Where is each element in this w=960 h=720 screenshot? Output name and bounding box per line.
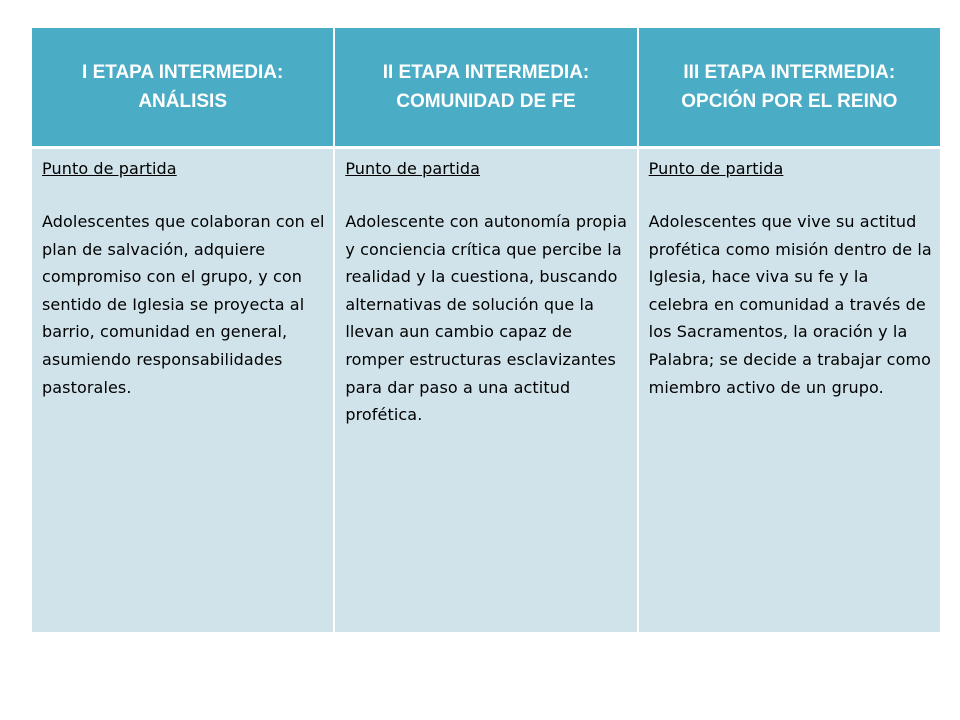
table-row bbox=[31, 147, 941, 632]
header-stage-2-line2: COMUNIDAD DE FE bbox=[396, 90, 576, 112]
cell-stage-2-subtitle: Punto de partida bbox=[345, 158, 481, 178]
stages-table bbox=[30, 28, 942, 632]
cell-stage-1-body: Adolescentes que colaboran con el plan de salvación, adquiere compromiso con el grupo, y con sentido de Iglesia se proyecta al barrio, comunidad en general, asumiendo responsabilidades pastorales. bbox=[42, 212, 325, 397]
header-stage-1 bbox=[31, 28, 334, 147]
header-stage-2 bbox=[334, 28, 637, 147]
header-stage-1-line1: I ETAPA INTERMEDIA: bbox=[82, 61, 284, 83]
header-stage-2-line1: II ETAPA INTERMEDIA: bbox=[382, 61, 590, 83]
cell-stage-2-body: Adolescente con autonomía propia y conciencia crítica que percibe la realidad y la cuestiona, buscando alternativas de solución que la llevan aun cambio capaz de romper estructuras esclavizantes para dar paso a una actitud profética. bbox=[345, 212, 627, 425]
cell-stage-3 bbox=[638, 147, 941, 632]
cell-stage-3-subtitle: Punto de partida bbox=[648, 158, 784, 178]
cell-stage-1-subtitle: Punto de partida bbox=[42, 158, 177, 178]
table-header-row bbox=[31, 28, 941, 147]
cell-stage-2 bbox=[334, 147, 637, 632]
header-stage-3-line2: OPCIÓN POR EL REINO bbox=[681, 90, 898, 112]
header-stage-1-line2: ANÁLISIS bbox=[138, 90, 227, 112]
cell-stage-3-body: Adolescentes que vive su actitud profética como misión dentro de la Iglesia, hace viva su fe y la celebra en comunidad a través de los Sacramentos, la oración y la Palabra; se decide a trabajar como miembro activo de un grupo. bbox=[648, 212, 932, 397]
cell-stage-1 bbox=[31, 147, 334, 632]
header-stage-3-line1: III ETAPA INTERMEDIA: bbox=[683, 61, 896, 83]
header-stage-3 bbox=[638, 28, 941, 147]
